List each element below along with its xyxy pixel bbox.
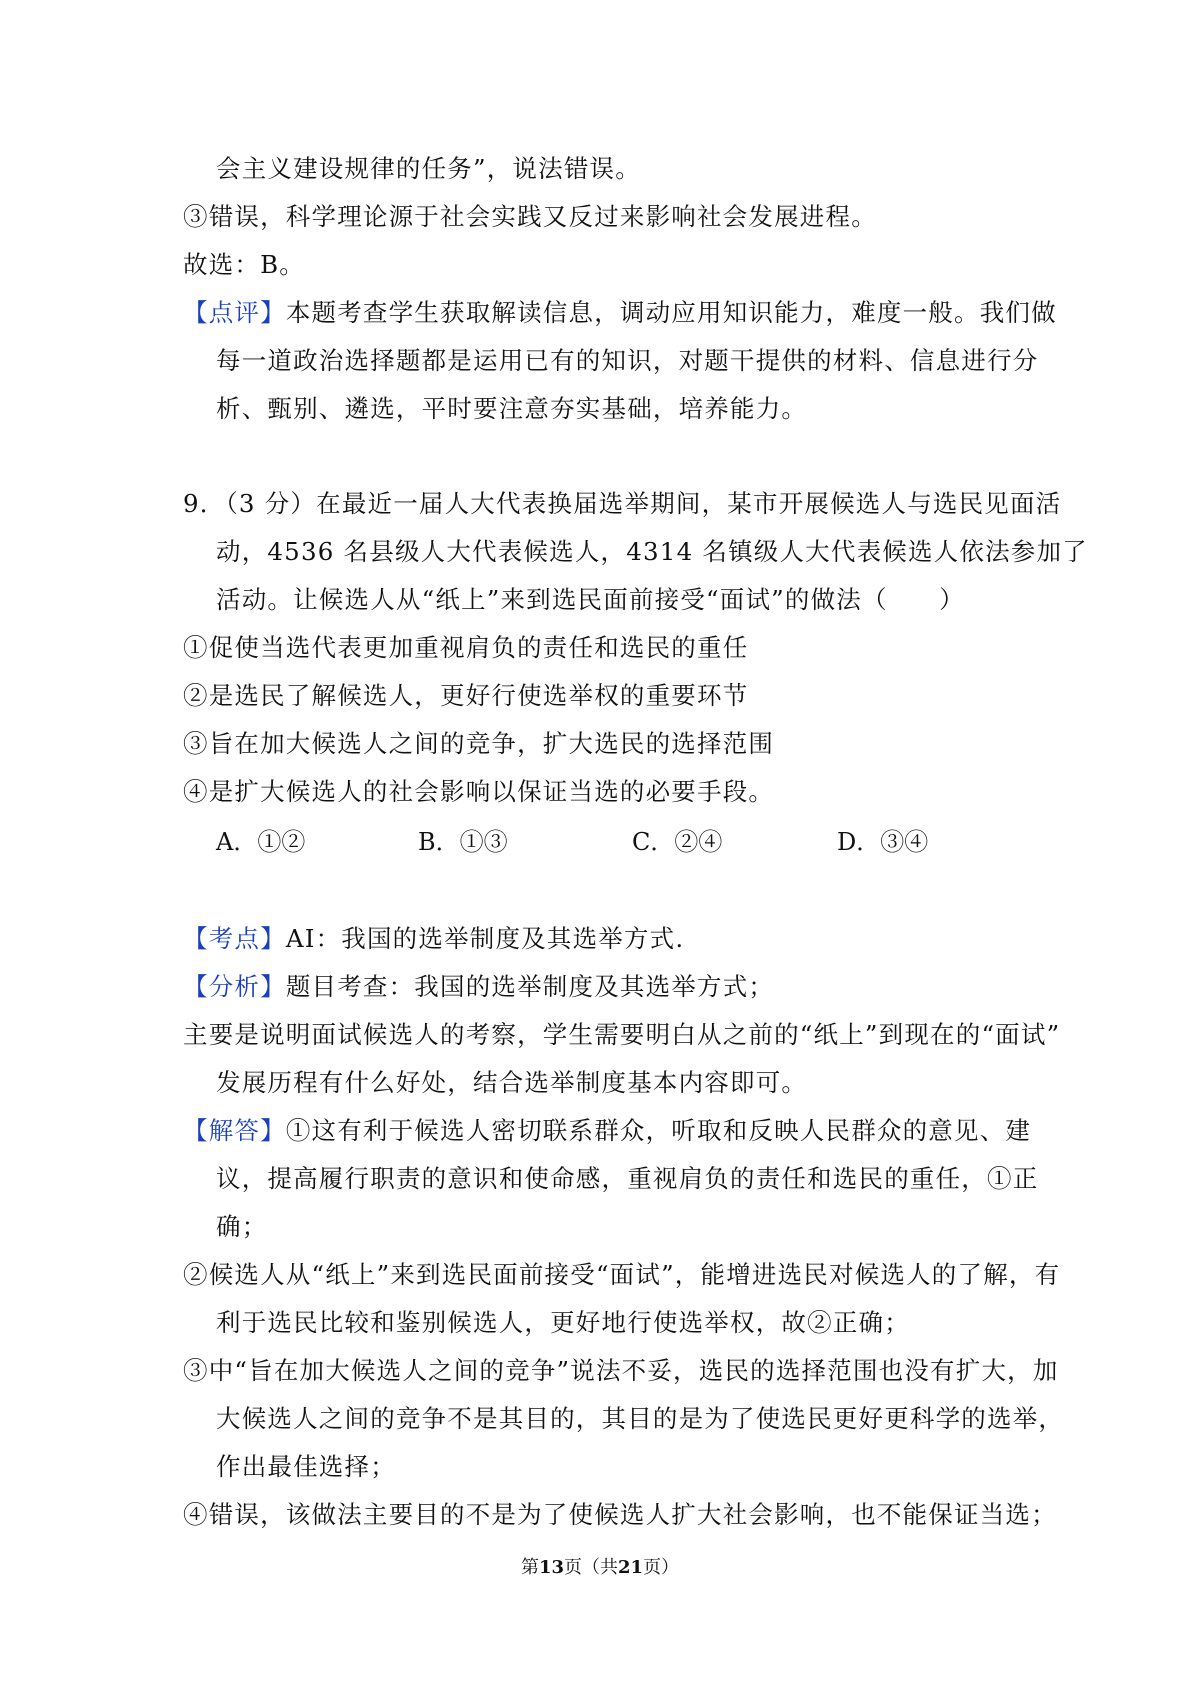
option-b: B．①③ bbox=[418, 828, 508, 856]
analysis-text: 题目考查：我国的选举制度及其选举方式； bbox=[285, 972, 775, 1001]
statement-line: ②是选民了解候选人，更好行使选举权的重要环节 bbox=[183, 681, 749, 710]
statement-line: ④是扩大候选人的社会影响以保证当选的必要手段。 bbox=[183, 777, 775, 806]
current-page-number: 13 bbox=[538, 1557, 564, 1578]
option-d: D．③④ bbox=[837, 828, 929, 856]
paragraph-line: ④错误，该做法主要目的不是为了使候选人扩大社会影响，也不能保证当选； bbox=[183, 1500, 1057, 1529]
option-a: A．①② bbox=[216, 828, 306, 856]
paragraph-line: ③中“旨在加大候选人之间的竞争”说法不妥，选民的选择范围也没有扩大，加 bbox=[183, 1356, 1059, 1385]
comment-line bbox=[183, 296, 1057, 330]
answer-tag: 【解答】 bbox=[183, 1116, 286, 1145]
knowledge-point-line bbox=[183, 922, 684, 956]
paragraph-line: 作出最佳选择； bbox=[216, 1452, 396, 1481]
paragraph-line: 大候选人之间的竞争不是其目的，其目的是为了使选民更好更科学的选举， bbox=[216, 1404, 1065, 1433]
paragraph-line: 析、甄别、遴选，平时要注意夯实基础，培养能力。 bbox=[216, 394, 808, 423]
analysis-tag: 【分析】 bbox=[183, 972, 286, 1001]
total-page-number: 21 bbox=[618, 1557, 644, 1578]
question-stem-line: 动，4536 名县级人大代表候选人，4314 名镇级人大代表候选人依法参加了 bbox=[216, 537, 1088, 566]
paragraph-line: 每一道政治选择题都是运用已有的知识，对题干提供的材料、信息进行分 bbox=[216, 346, 1039, 375]
paragraph-line: 发展历程有什么好处，结合选举制度基本内容即可。 bbox=[216, 1068, 808, 1097]
footer-prefix: 第 bbox=[520, 1557, 539, 1578]
statement-line: ①促使当选代表更加重视肩负的责任和选民的重任 bbox=[183, 633, 749, 662]
option-c: C．②④ bbox=[632, 828, 723, 856]
question-stem-line: 9．（3 分）在最近一届人大代表换届选举期间，某市开展候选人与选民见面活 bbox=[183, 489, 1062, 518]
paragraph-line: 确； bbox=[216, 1212, 268, 1241]
paragraph-line: ③错误，科学理论源于社会实践又反过来影响社会发展进程。 bbox=[183, 202, 877, 231]
comment-text: 本题考查学生获取解读信息，调动应用知识能力，难度一般。我们做 bbox=[285, 298, 1057, 327]
answer-line bbox=[183, 1114, 1031, 1148]
footer-suffix: 页） bbox=[643, 1557, 680, 1578]
knowledge-point-tag: 【考点】 bbox=[183, 924, 286, 953]
paragraph-line: 会主义建设规律的任务”，说法错误。 bbox=[216, 154, 641, 183]
statement-line: ③旨在加大候选人之间的竞争，扩大选民的选择范围 bbox=[183, 729, 775, 758]
paragraph-line: 议，提高履行职责的意识和使命感，重视肩负的责任和选民的重任，①正 bbox=[216, 1164, 1039, 1193]
paragraph-line: 故选：B。 bbox=[183, 250, 306, 279]
paragraph-line: 主要是说明面试候选人的考察，学生需要明白从之前的“纸上”到现在的“面试” bbox=[183, 1020, 1061, 1049]
footer-middle: 页（共 bbox=[564, 1557, 618, 1578]
question-stem-line: 活动。让候选人从“纸上”来到选民面前接受“面试”的做法（ ） bbox=[216, 585, 965, 614]
answer-text: ①这有利于候选人密切联系群众，听取和反映人民群众的意见、建 bbox=[285, 1116, 1032, 1145]
paragraph-line: 利于选民比较和鉴别候选人，更好地行使选举权，故②正确； bbox=[216, 1308, 910, 1337]
analysis-line bbox=[183, 970, 774, 1004]
paragraph-line: ②候选人从“纸上”来到选民面前接受“面试”，能增进选民对候选人的了解，有 bbox=[183, 1260, 1061, 1289]
comment-tag: 【点评】 bbox=[183, 298, 286, 327]
page-footer bbox=[0, 1556, 1200, 1580]
knowledge-point-text: AI：我国的选举制度及其选举方式. bbox=[285, 924, 685, 953]
